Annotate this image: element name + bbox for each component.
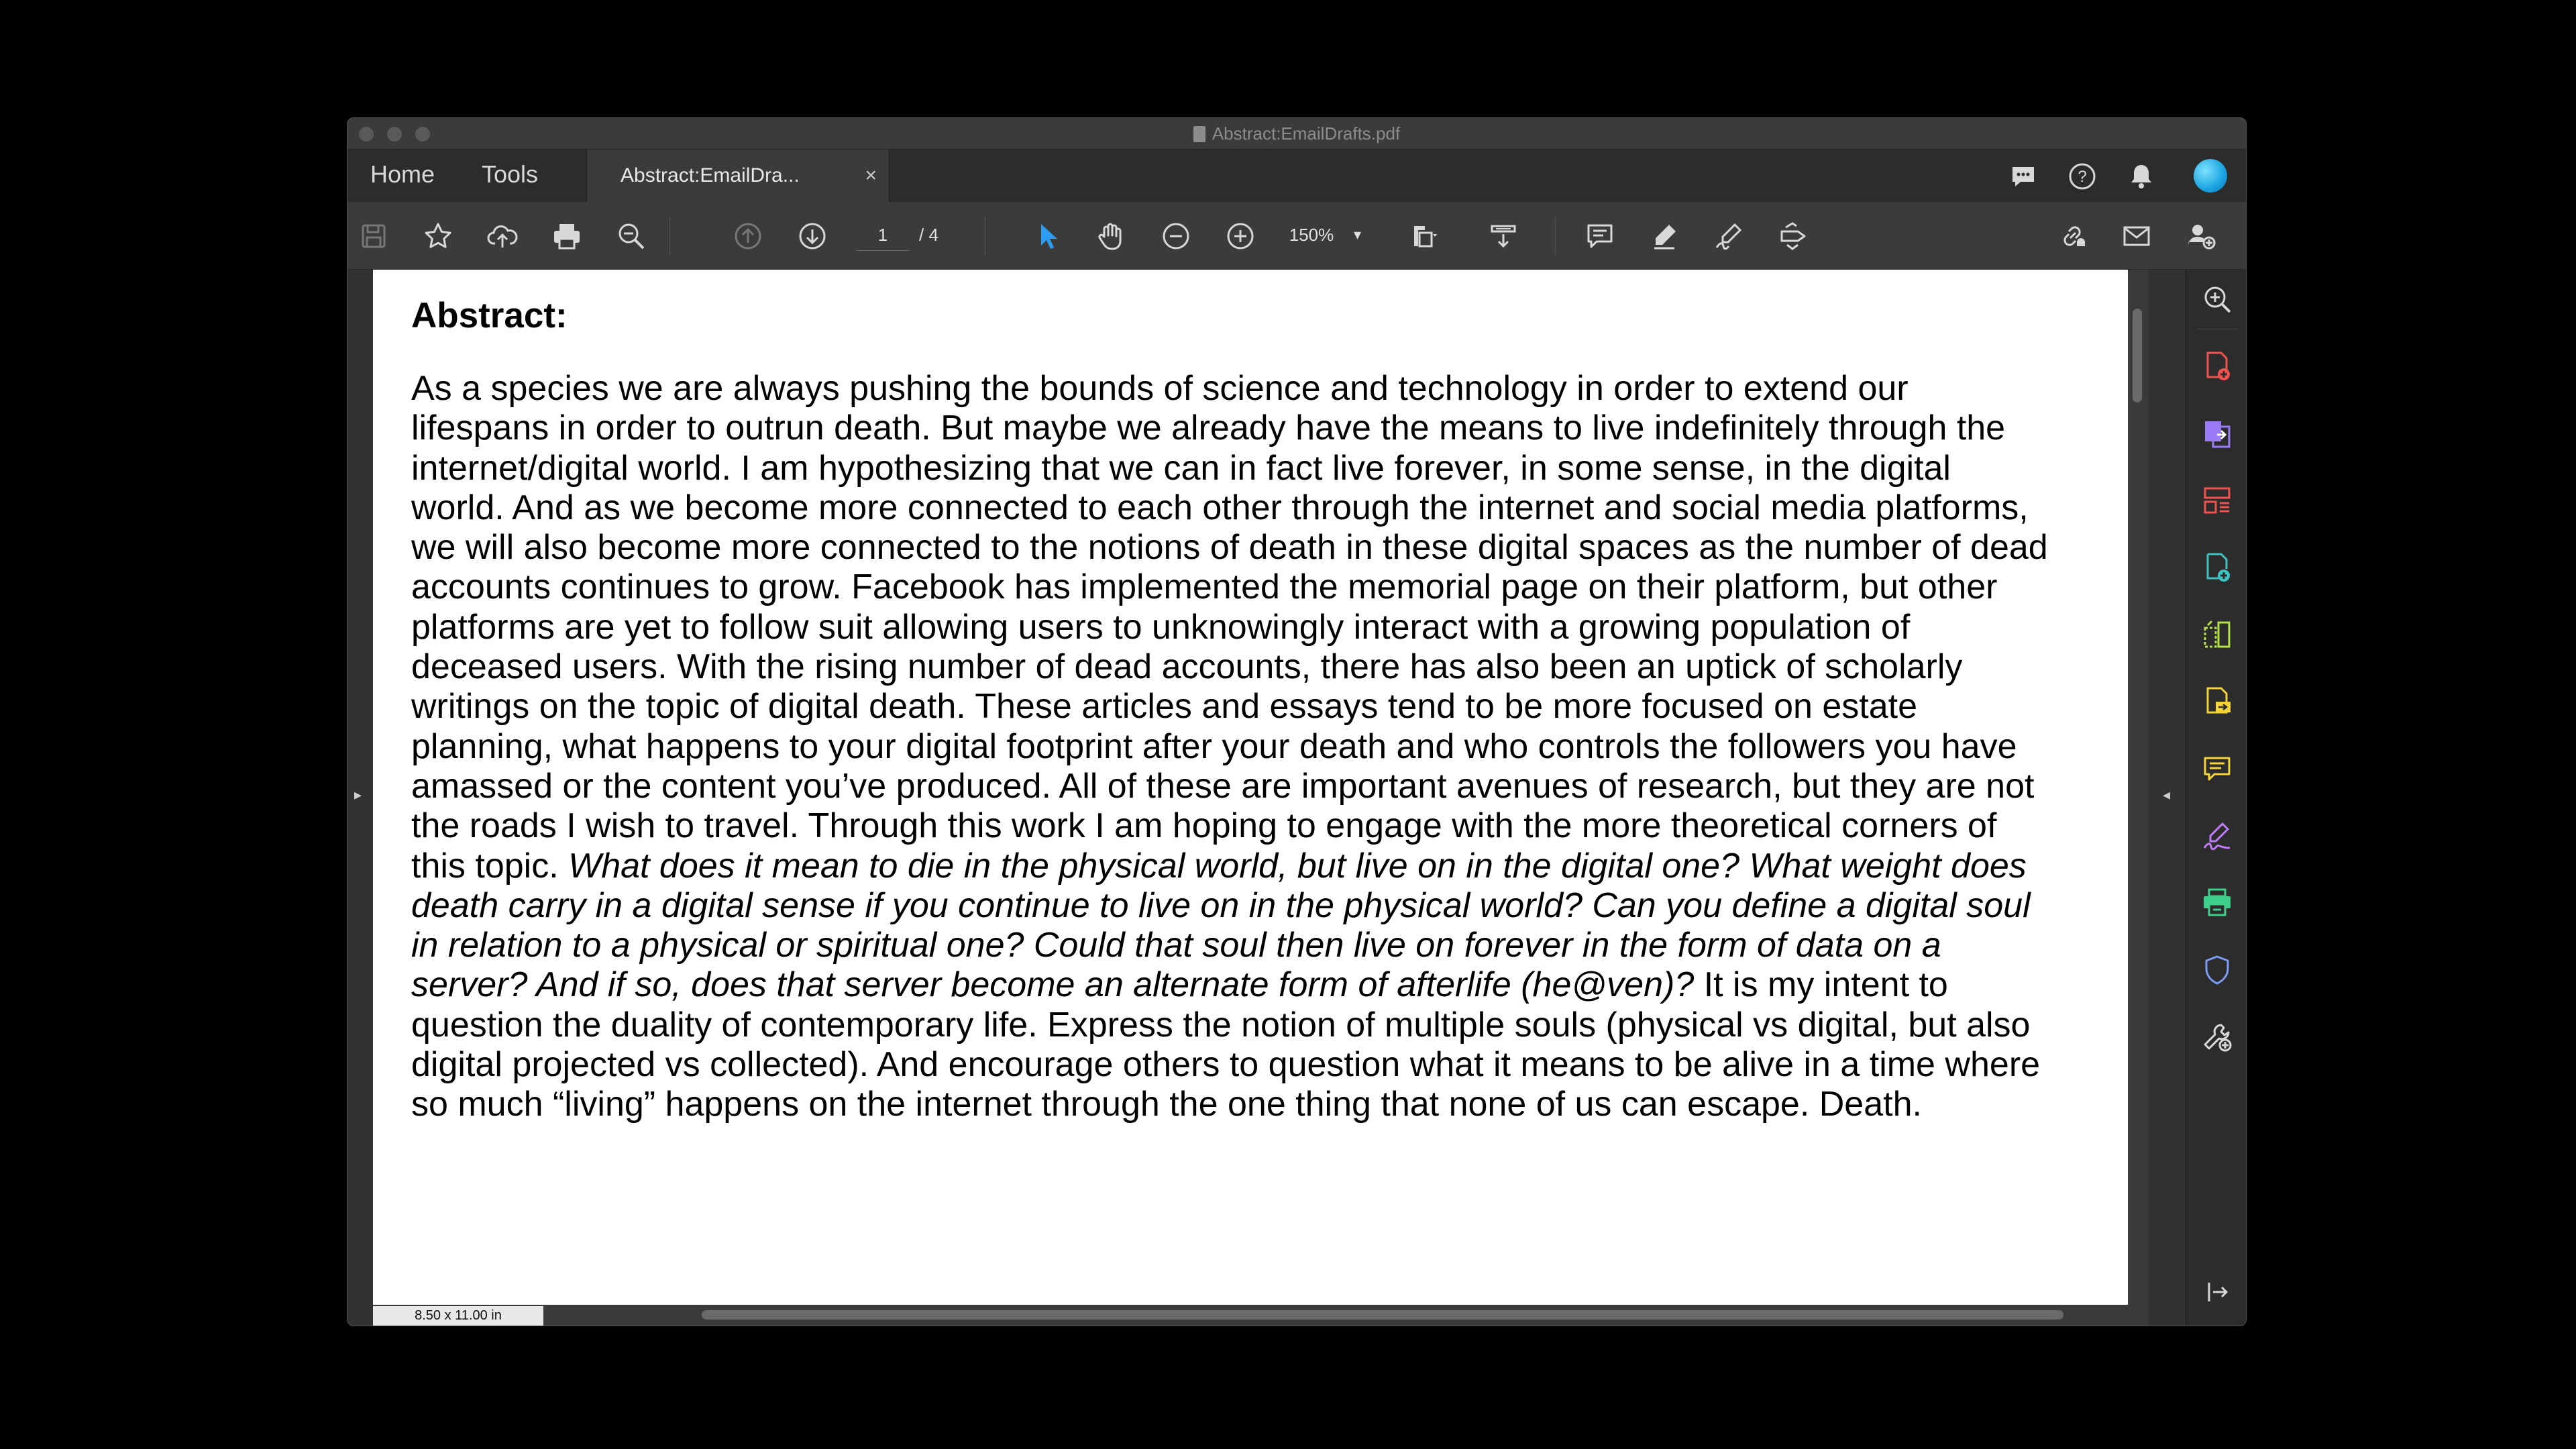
body-text-plain: As a species we are always pushing the bounds of science and technology in order to extend our lifespans in order to outrun death. But maybe we already have the means to live indefinitely through the internet/digital world. I am hypothesizing that we can in fact live forever, in some sense, in the digital world. And as we become more connected to each other through the internet and social media platforms, we will also become more connected to the notions of death in these digital spaces as the number of dead accounts continues to grow. Facebook has implemented the memorial page on their platform, but other platforms are yet to follow suit allowing users to unknowingly interact with a growing population of deceased users. With the rising number of dead accounts, there has also been an uptick of scholarly writings on the topic of digital death. These articles and essays tend to be more focused on estate planning, what happens to your digital footprint after your death and who controls the followers you have amassed or the content you’ve produced. All of these are important avenues of research, but they are not the roads I wish to travel. Through this work I am hoping to engage with the more theoretical corners of this topic.	[411, 369, 2048, 885]
fit-page-icon[interactable]	[1409, 221, 1440, 252]
sign-icon[interactable]	[1713, 221, 1744, 252]
window-title-text: Abstract:EmailDrafts.pdf	[1212, 123, 1401, 144]
edit-pdf-icon[interactable]	[2201, 551, 2233, 584]
stamp-icon[interactable]	[1778, 221, 1809, 252]
export-pdf-icon[interactable]	[2201, 350, 2233, 382]
page-up-icon[interactable]	[733, 221, 763, 252]
body-text-italic: What does it mean to die in the physical world, but live on in the digital one? What weight does death carry in a digital sense if you continue to live on in the physical world? Can you define a digital soul in relation to a physical or spiritual one? Could that soul then live on forever in the form of data on a server? And if so, does that server become an alternate form of afterlife (he@ven)?	[411, 846, 2031, 1005]
comment-panel-icon[interactable]	[2201, 753, 2233, 785]
page-down-icon[interactable]	[797, 221, 828, 252]
tab-close-button[interactable]: ×	[865, 164, 877, 186]
upload-cloud-icon[interactable]	[487, 221, 518, 252]
right-tools-panel	[2186, 270, 2247, 1326]
zoom-dropdown-caret[interactable]: ▾	[1354, 226, 1362, 243]
zoom-out-magnifier-icon[interactable]	[616, 221, 647, 252]
page-total: / 4	[919, 225, 938, 245]
pdf-document-icon	[1193, 126, 1205, 142]
app-window	[347, 117, 2247, 1326]
tab-document[interactable]	[586, 150, 890, 202]
document-body	[411, 369, 2048, 1125]
vertical-scroll-thumb[interactable]	[2133, 309, 2142, 402]
print-icon[interactable]	[551, 221, 582, 252]
help-icon[interactable]	[2068, 162, 2097, 191]
tab-bar	[347, 150, 2246, 202]
save-icon[interactable]	[358, 221, 389, 252]
title-bar	[347, 118, 2246, 150]
body-text-plain: It is my intent to question the duality of contemporary life. Express the notion of multiple souls (physical vs digital, but also digital projected vs collected). And encourage others to question what it means to be alive in a time where so much “living” happens on the internet through the one thing that none of us can escape. Death.	[411, 965, 2041, 1124]
nav-tools[interactable]: Tools	[482, 160, 539, 188]
hand-icon[interactable]	[1096, 221, 1127, 252]
expand-left-panel-icon[interactable]: ▸	[354, 786, 362, 803]
scroll-mode-icon[interactable]	[1488, 221, 1519, 252]
print-production-icon[interactable]	[2201, 887, 2233, 919]
more-tools-icon[interactable]	[2201, 1021, 2233, 1053]
window-title	[347, 118, 2246, 149]
user-avatar[interactable]	[2194, 159, 2227, 193]
create-pdf-icon[interactable]	[2201, 417, 2233, 449]
chat-icon[interactable]	[2008, 162, 2038, 191]
svg-text:?: ?	[2078, 168, 2087, 186]
horizontal-scroll-thumb[interactable]	[702, 1310, 2063, 1320]
page-size-indicator: 8.50 x 11.00 in	[373, 1306, 543, 1326]
email-icon[interactable]	[2121, 221, 2152, 252]
left-panel-toggle-strip[interactable]	[347, 270, 373, 1326]
scan-icon[interactable]	[2201, 619, 2233, 651]
document-heading: Abstract:	[411, 296, 568, 335]
right-panel-toggle-strip[interactable]	[2148, 270, 2186, 1326]
protect-icon[interactable]	[2201, 954, 2233, 986]
sign-panel-icon[interactable]	[2201, 820, 2233, 852]
main-toolbar	[347, 202, 2246, 270]
nav-home[interactable]: Home	[370, 160, 435, 188]
zoom-minus-icon[interactable]	[1161, 221, 1191, 252]
collapse-right-panel-arrow-icon[interactable]: ◂	[2163, 786, 2171, 803]
notifications-bell-icon[interactable]	[2127, 162, 2156, 191]
star-icon[interactable]	[423, 221, 453, 252]
add-user-icon[interactable]	[2186, 221, 2216, 252]
share-link-icon[interactable]	[2057, 221, 2088, 252]
comment-icon[interactable]	[1585, 221, 1615, 252]
fill-sign-icon[interactable]	[2201, 686, 2233, 718]
select-cursor-icon[interactable]	[1032, 221, 1063, 252]
search-zoom-icon[interactable]	[2201, 283, 2233, 315]
collapse-panel-icon[interactable]	[2201, 1276, 2233, 1308]
zoom-plus-icon[interactable]	[1225, 221, 1256, 252]
page-number-input[interactable]: 1	[856, 219, 910, 251]
vertical-scrollbar[interactable]	[2128, 270, 2148, 1305]
horizontal-scrollbar[interactable]	[373, 1305, 2148, 1326]
tab-document-label: Abstract:EmailDra...	[621, 164, 800, 186]
toolbar-separator	[1555, 217, 1556, 256]
document-page	[373, 270, 2128, 1305]
organize-pages-icon[interactable]	[2201, 484, 2233, 517]
toolbar-separator	[669, 217, 670, 256]
pen-icon[interactable]	[1649, 221, 1680, 252]
zoom-level-select[interactable]: 150%	[1289, 225, 1334, 245]
